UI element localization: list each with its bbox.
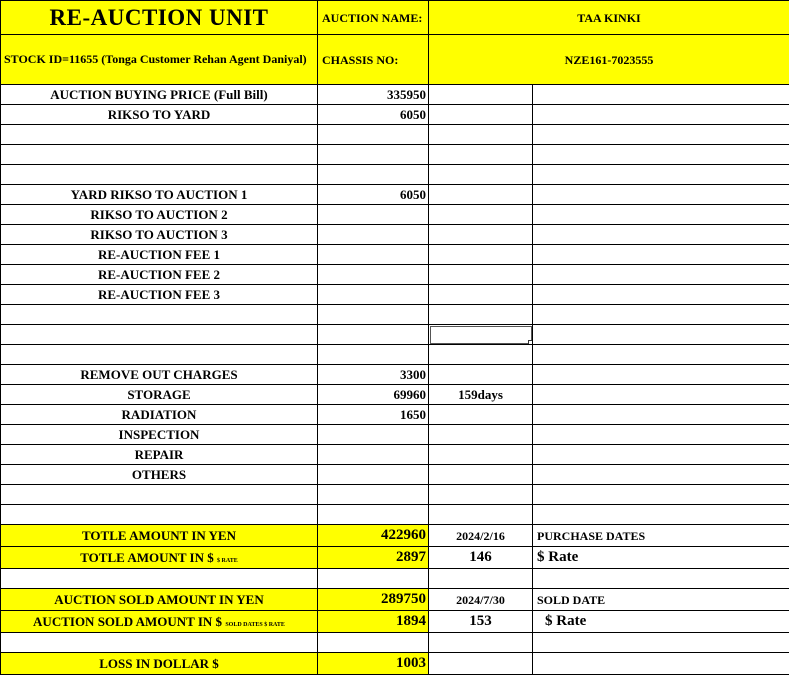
row-extra[interactable] bbox=[533, 205, 789, 225]
row-note[interactable] bbox=[429, 445, 533, 465]
row-extra[interactable] bbox=[533, 633, 789, 653]
purchase-date[interactable]: 2024/2/16 bbox=[429, 525, 533, 547]
row-value[interactable] bbox=[318, 265, 429, 285]
row-label[interactable]: INSPECTION bbox=[1, 425, 318, 445]
sold-rate[interactable]: 153 bbox=[429, 611, 533, 633]
row-extra[interactable] bbox=[533, 285, 789, 305]
row-note[interactable] bbox=[429, 653, 533, 675]
sold-rate-label[interactable]: $ Rate bbox=[533, 611, 789, 633]
row-note[interactable] bbox=[429, 125, 533, 145]
row-extra[interactable] bbox=[533, 165, 789, 185]
row-value[interactable] bbox=[318, 145, 429, 165]
row-extra[interactable] bbox=[533, 569, 789, 589]
sold-date[interactable]: 2024/7/30 bbox=[429, 589, 533, 611]
row-value[interactable] bbox=[318, 485, 429, 505]
row-label[interactable] bbox=[1, 305, 318, 325]
row-label[interactable]: AUCTION BUYING PRICE (Full Bill) bbox=[1, 85, 318, 105]
sold-yen-label[interactable]: AUCTION SOLD AMOUNT IN YEN bbox=[1, 589, 318, 611]
sold-usd-label[interactable] bbox=[1, 611, 318, 633]
row-label[interactable]: RE-AUCTION FEE 3 bbox=[1, 285, 318, 305]
loss-value[interactable]: 1003 bbox=[318, 653, 429, 675]
row-label[interactable]: STORAGE bbox=[1, 385, 318, 405]
row-extra[interactable] bbox=[533, 145, 789, 165]
row-value[interactable] bbox=[318, 285, 429, 305]
row-note[interactable] bbox=[429, 165, 533, 185]
row-label[interactable]: RE-AUCTION FEE 2 bbox=[1, 265, 318, 285]
sold-usd-value[interactable]: 1894 bbox=[318, 611, 429, 633]
total-usd-rate-note: $ RATE bbox=[217, 558, 238, 564]
row-extra[interactable] bbox=[533, 385, 789, 405]
row-label[interactable]: OTHERS bbox=[1, 465, 318, 485]
row-value[interactable]: 69960 bbox=[318, 385, 429, 405]
row-note[interactable] bbox=[429, 505, 533, 525]
row-label[interactable] bbox=[1, 145, 318, 165]
row-extra[interactable] bbox=[533, 305, 789, 325]
row-label[interactable] bbox=[1, 633, 318, 653]
row-label[interactable]: REMOVE OUT CHARGES bbox=[1, 365, 318, 385]
row-value[interactable]: 3300 bbox=[318, 365, 429, 385]
row-label[interactable] bbox=[1, 569, 318, 589]
row-value[interactable]: 6050 bbox=[318, 105, 429, 125]
row-extra[interactable] bbox=[533, 125, 789, 145]
row-extra[interactable] bbox=[533, 425, 789, 445]
chassis-value[interactable]: NZE161-7023555 bbox=[429, 35, 789, 85]
row-value[interactable] bbox=[318, 569, 429, 589]
row-value[interactable] bbox=[318, 125, 429, 145]
row-value[interactable] bbox=[318, 325, 429, 345]
total-yen-value[interactable]: 422960 bbox=[318, 525, 429, 547]
row-note[interactable] bbox=[429, 245, 533, 265]
row-label[interactable]: RIKSO TO AUCTION 3 bbox=[1, 225, 318, 245]
row-label[interactable] bbox=[1, 165, 318, 185]
row-value[interactable] bbox=[318, 425, 429, 445]
total-usd-value[interactable]: 2897 bbox=[318, 547, 429, 569]
stock-id-cell[interactable]: STOCK ID=11655 (Tonga Customer Rehan Agent Daniyal) bbox=[1, 35, 318, 85]
row-note[interactable] bbox=[429, 225, 533, 245]
row-extra[interactable] bbox=[533, 105, 789, 125]
row-extra[interactable] bbox=[533, 325, 789, 345]
purchase-date-label[interactable]: PURCHASE DATES bbox=[533, 525, 789, 547]
row-note[interactable] bbox=[429, 85, 533, 105]
row-value[interactable] bbox=[318, 225, 429, 245]
total-usd-label[interactable] bbox=[1, 547, 318, 569]
loss-label[interactable]: LOSS IN DOLLAR $ bbox=[1, 653, 318, 675]
row-value[interactable] bbox=[318, 305, 429, 325]
row-extra[interactable] bbox=[533, 225, 789, 245]
row-label[interactable] bbox=[1, 125, 318, 145]
row-extra[interactable] bbox=[533, 505, 789, 525]
row-extra[interactable] bbox=[533, 465, 789, 485]
total-yen-label[interactable]: TOTLE AMOUNT IN YEN bbox=[1, 525, 318, 547]
row-note[interactable] bbox=[429, 485, 533, 505]
row-label[interactable]: RADIATION bbox=[1, 405, 318, 425]
row-note[interactable] bbox=[429, 105, 533, 125]
row-extra[interactable] bbox=[533, 185, 789, 205]
row-note[interactable] bbox=[429, 285, 533, 305]
row-extra[interactable] bbox=[533, 405, 789, 425]
row-value[interactable]: 1650 bbox=[318, 405, 429, 425]
row-note[interactable] bbox=[429, 425, 533, 445]
purchase-rate-label[interactable]: $ Rate bbox=[533, 547, 789, 569]
row-extra[interactable] bbox=[533, 265, 789, 285]
row-value[interactable] bbox=[318, 345, 429, 365]
sheet-title[interactable]: RE-AUCTION UNIT bbox=[1, 1, 318, 35]
row-note[interactable] bbox=[429, 365, 533, 385]
row-extra[interactable] bbox=[533, 485, 789, 505]
chassis-label[interactable]: CHASSIS NO: bbox=[318, 35, 429, 85]
row-note[interactable] bbox=[429, 569, 533, 589]
row-label[interactable] bbox=[1, 505, 318, 525]
row-extra[interactable] bbox=[533, 365, 789, 385]
row-note[interactable] bbox=[429, 205, 533, 225]
auction-name-value[interactable]: TAA KINKI bbox=[429, 1, 789, 35]
row-value[interactable]: 6050 bbox=[318, 185, 429, 205]
row-extra[interactable] bbox=[533, 245, 789, 265]
row-note[interactable] bbox=[429, 345, 533, 365]
row-note[interactable] bbox=[429, 145, 533, 165]
row-value[interactable] bbox=[318, 245, 429, 265]
row-note[interactable] bbox=[429, 465, 533, 485]
row-note[interactable] bbox=[429, 405, 533, 425]
row-note[interactable] bbox=[429, 185, 533, 205]
row-label[interactable]: RE-AUCTION FEE 1 bbox=[1, 245, 318, 265]
row-note[interactable] bbox=[429, 305, 533, 325]
row-extra[interactable] bbox=[533, 445, 789, 465]
row-note[interactable]: 159days bbox=[429, 385, 533, 405]
row-extra[interactable] bbox=[533, 85, 789, 105]
total-usd-text: TOTLE AMOUNT IN $ bbox=[80, 550, 214, 565]
row-label[interactable]: REPAIR bbox=[1, 445, 318, 465]
sold-usd-rate-note: SOLD DATES $ RATE bbox=[225, 622, 285, 628]
row-extra[interactable] bbox=[533, 653, 789, 675]
row-value[interactable] bbox=[318, 465, 429, 485]
auction-name-label[interactable]: AUCTION NAME: bbox=[318, 1, 429, 35]
row-note[interactable] bbox=[429, 265, 533, 285]
sold-date-label[interactable]: SOLD DATE bbox=[533, 589, 789, 611]
row-value[interactable] bbox=[318, 445, 429, 465]
row-extra[interactable] bbox=[533, 345, 789, 365]
purchase-rate[interactable]: 146 bbox=[429, 547, 533, 569]
row-label[interactable]: YARD RIKSO TO AUCTION 1 bbox=[1, 185, 318, 205]
row-value[interactable] bbox=[318, 505, 429, 525]
row-note[interactable] bbox=[429, 633, 533, 653]
row-label[interactable] bbox=[1, 325, 318, 345]
row-value[interactable] bbox=[318, 205, 429, 225]
row-value[interactable]: 335950 bbox=[318, 85, 429, 105]
sold-yen-value[interactable]: 289750 bbox=[318, 589, 429, 611]
row-value[interactable] bbox=[318, 165, 429, 185]
row-label[interactable]: RIKSO TO AUCTION 2 bbox=[1, 205, 318, 225]
sold-usd-text: AUCTION SOLD AMOUNT IN $ bbox=[33, 614, 223, 629]
row-label[interactable] bbox=[1, 345, 318, 365]
row-label[interactable] bbox=[1, 485, 318, 505]
row-value[interactable] bbox=[318, 633, 429, 653]
row-label[interactable]: RIKSO TO YARD bbox=[1, 105, 318, 125]
selected-cell[interactable] bbox=[429, 325, 533, 345]
